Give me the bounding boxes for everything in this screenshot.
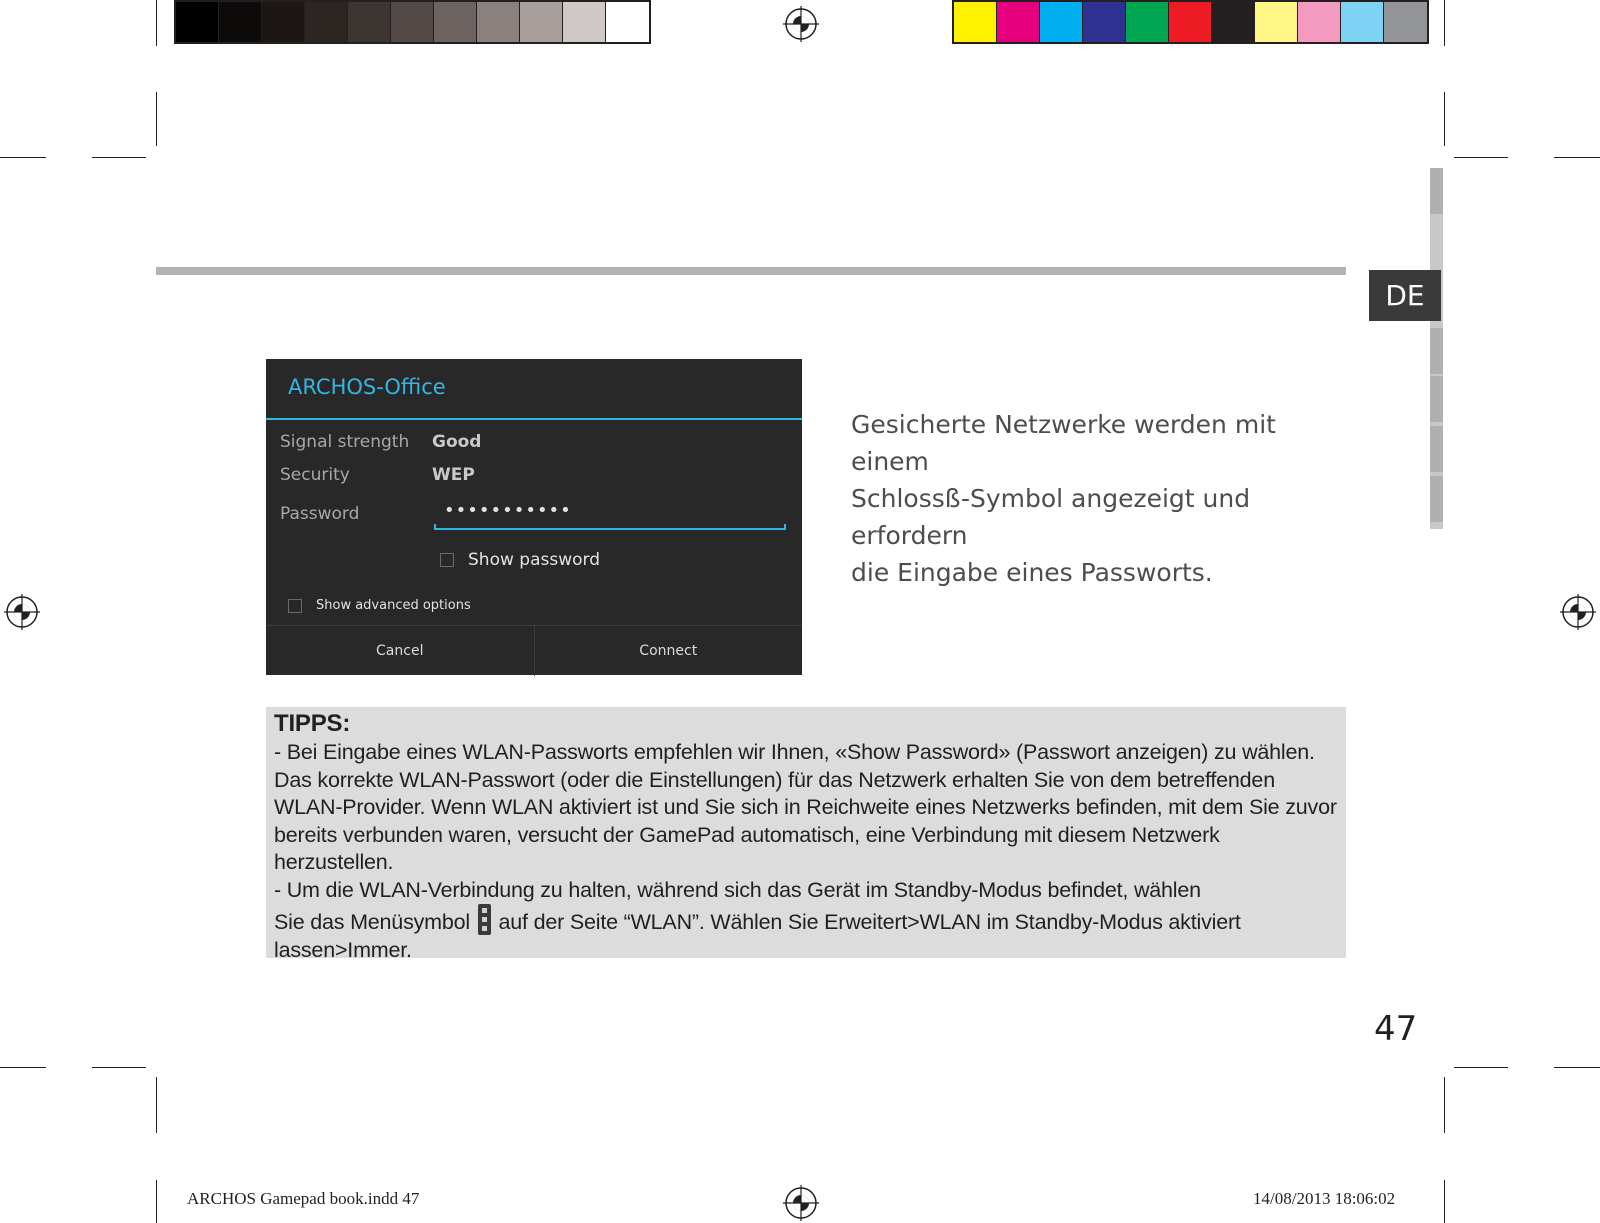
show-advanced-checkbox[interactable] bbox=[288, 599, 302, 613]
process-swatch bbox=[954, 2, 997, 42]
dialog-title: ARCHOS-Office bbox=[288, 375, 446, 399]
crop-mark bbox=[156, 92, 157, 146]
crop-mark bbox=[1444, 0, 1445, 46]
cancel-button[interactable]: Cancel bbox=[376, 643, 424, 659]
password-label: Password bbox=[280, 504, 360, 524]
gray-swatch bbox=[348, 2, 391, 42]
crop-mark bbox=[156, 1077, 157, 1133]
crop-mark bbox=[1554, 157, 1600, 158]
registration-mark-icon bbox=[783, 6, 819, 42]
dialog-title-divider bbox=[266, 418, 802, 420]
tip-text: - Um die WLAN-Verbindung zu halten, während sich das Gerät im Standby-Modus befindet, wählen bbox=[274, 877, 1201, 902]
gray-swatch bbox=[520, 2, 563, 42]
crop-mark bbox=[92, 1067, 146, 1068]
gray-color-bar bbox=[174, 0, 651, 44]
gray-swatch bbox=[262, 2, 305, 42]
side-tab-segment bbox=[1430, 376, 1443, 422]
tip-item: - Bei Eingabe eines WLAN-Passworts empfehlen wir Ihnen, «Show Password» (Passwort anzeigen) zu wählen. Das korrekte WLAN-Passwort (oder die Einstellungen) für das Netzwerk erhalten Sie von dem betreffenden WLAN-Provider. Wenn WLAN aktiviert ist und Sie sich in Reichweite eines Netzwerks befinden, mit dem Sie zuvor bereits verbunden waren, versucht der GamePad automatisch, eine Verbindung mit diesem Netzwerk herzustellen. bbox=[274, 740, 1337, 874]
show-password-label[interactable]: Show password bbox=[468, 550, 600, 570]
description-line: die Eingabe eines Passworts. bbox=[851, 558, 1213, 587]
security-label: Security bbox=[280, 465, 350, 485]
crop-mark bbox=[0, 1067, 46, 1068]
crop-mark bbox=[156, 1180, 157, 1223]
gray-swatch bbox=[606, 2, 649, 42]
registration-mark-icon bbox=[1560, 594, 1596, 630]
gray-swatch bbox=[563, 2, 606, 42]
gray-swatch bbox=[219, 2, 262, 42]
registration-mark-icon bbox=[783, 1185, 819, 1221]
process-swatch bbox=[997, 2, 1040, 42]
menu-icon bbox=[478, 904, 491, 935]
slug-datetime: 14/08/2013 18:06:02 bbox=[1253, 1189, 1396, 1208]
page-number: 47 bbox=[1374, 1009, 1418, 1049]
show-password-checkbox[interactable] bbox=[440, 553, 454, 567]
language-tab: DE bbox=[1369, 270, 1441, 321]
crop-mark bbox=[1444, 1180, 1445, 1223]
process-swatch bbox=[1212, 2, 1255, 42]
dialog-button-row bbox=[266, 625, 802, 676]
process-color-bar bbox=[952, 0, 1429, 44]
side-tab-segment bbox=[1430, 476, 1443, 522]
process-swatch bbox=[1298, 2, 1341, 42]
wifi-password-dialog bbox=[266, 359, 802, 675]
signal-strength-value: Good bbox=[432, 432, 482, 452]
process-swatch bbox=[1384, 2, 1427, 42]
process-swatch bbox=[1126, 2, 1169, 42]
process-swatch bbox=[1255, 2, 1298, 42]
gray-swatch bbox=[391, 2, 434, 42]
crop-mark bbox=[1454, 1067, 1508, 1068]
signal-strength-label: Signal strength bbox=[280, 432, 410, 452]
show-advanced-label[interactable]: Show advanced options bbox=[316, 598, 471, 613]
slug-file-info: ARCHOS Gamepad book.indd 47 bbox=[187, 1189, 420, 1208]
password-value: ••••••••••• bbox=[444, 500, 572, 521]
description-line: Schlossß-Symbol angezeigt und erfordern bbox=[851, 484, 1251, 550]
crop-mark bbox=[92, 157, 146, 158]
side-tab-segment bbox=[1430, 168, 1443, 214]
password-input-underline bbox=[434, 528, 786, 530]
side-tab-segment bbox=[1430, 328, 1443, 374]
process-swatch bbox=[1040, 2, 1083, 42]
crop-mark bbox=[1444, 1077, 1445, 1133]
tips-title: TIPPS: bbox=[274, 710, 351, 737]
tips-box bbox=[266, 707, 1346, 962]
tip-text: Sie das Menüsymbol bbox=[274, 910, 470, 934]
crop-mark bbox=[1554, 1067, 1600, 1068]
registration-mark-icon bbox=[4, 594, 40, 630]
security-value: WEP bbox=[432, 465, 475, 485]
tip-text: auf der Seite “WLAN”. Wählen Sie Erweitert>WLAN im Standby-Modus aktiviert lassen>Immer. bbox=[274, 910, 1241, 962]
gray-swatch bbox=[305, 2, 348, 42]
crop-mark bbox=[0, 157, 46, 158]
process-swatch bbox=[1169, 2, 1212, 42]
crop-mark bbox=[156, 0, 157, 46]
crop-mark bbox=[1454, 157, 1508, 158]
tip-item bbox=[274, 877, 1338, 965]
side-tab-segment bbox=[1430, 426, 1443, 472]
gray-swatch bbox=[477, 2, 520, 42]
crop-mark bbox=[1444, 92, 1445, 146]
process-swatch bbox=[1341, 2, 1384, 42]
gray-swatch bbox=[434, 2, 477, 42]
gray-swatch bbox=[176, 2, 219, 42]
process-swatch bbox=[1083, 2, 1126, 42]
password-input[interactable] bbox=[434, 500, 786, 530]
description-line: Gesicherte Netzwerke werden mit einem bbox=[851, 410, 1276, 476]
header-rule bbox=[156, 267, 1346, 275]
connect-button[interactable]: Connect bbox=[534, 626, 803, 676]
description-text bbox=[851, 406, 1351, 591]
